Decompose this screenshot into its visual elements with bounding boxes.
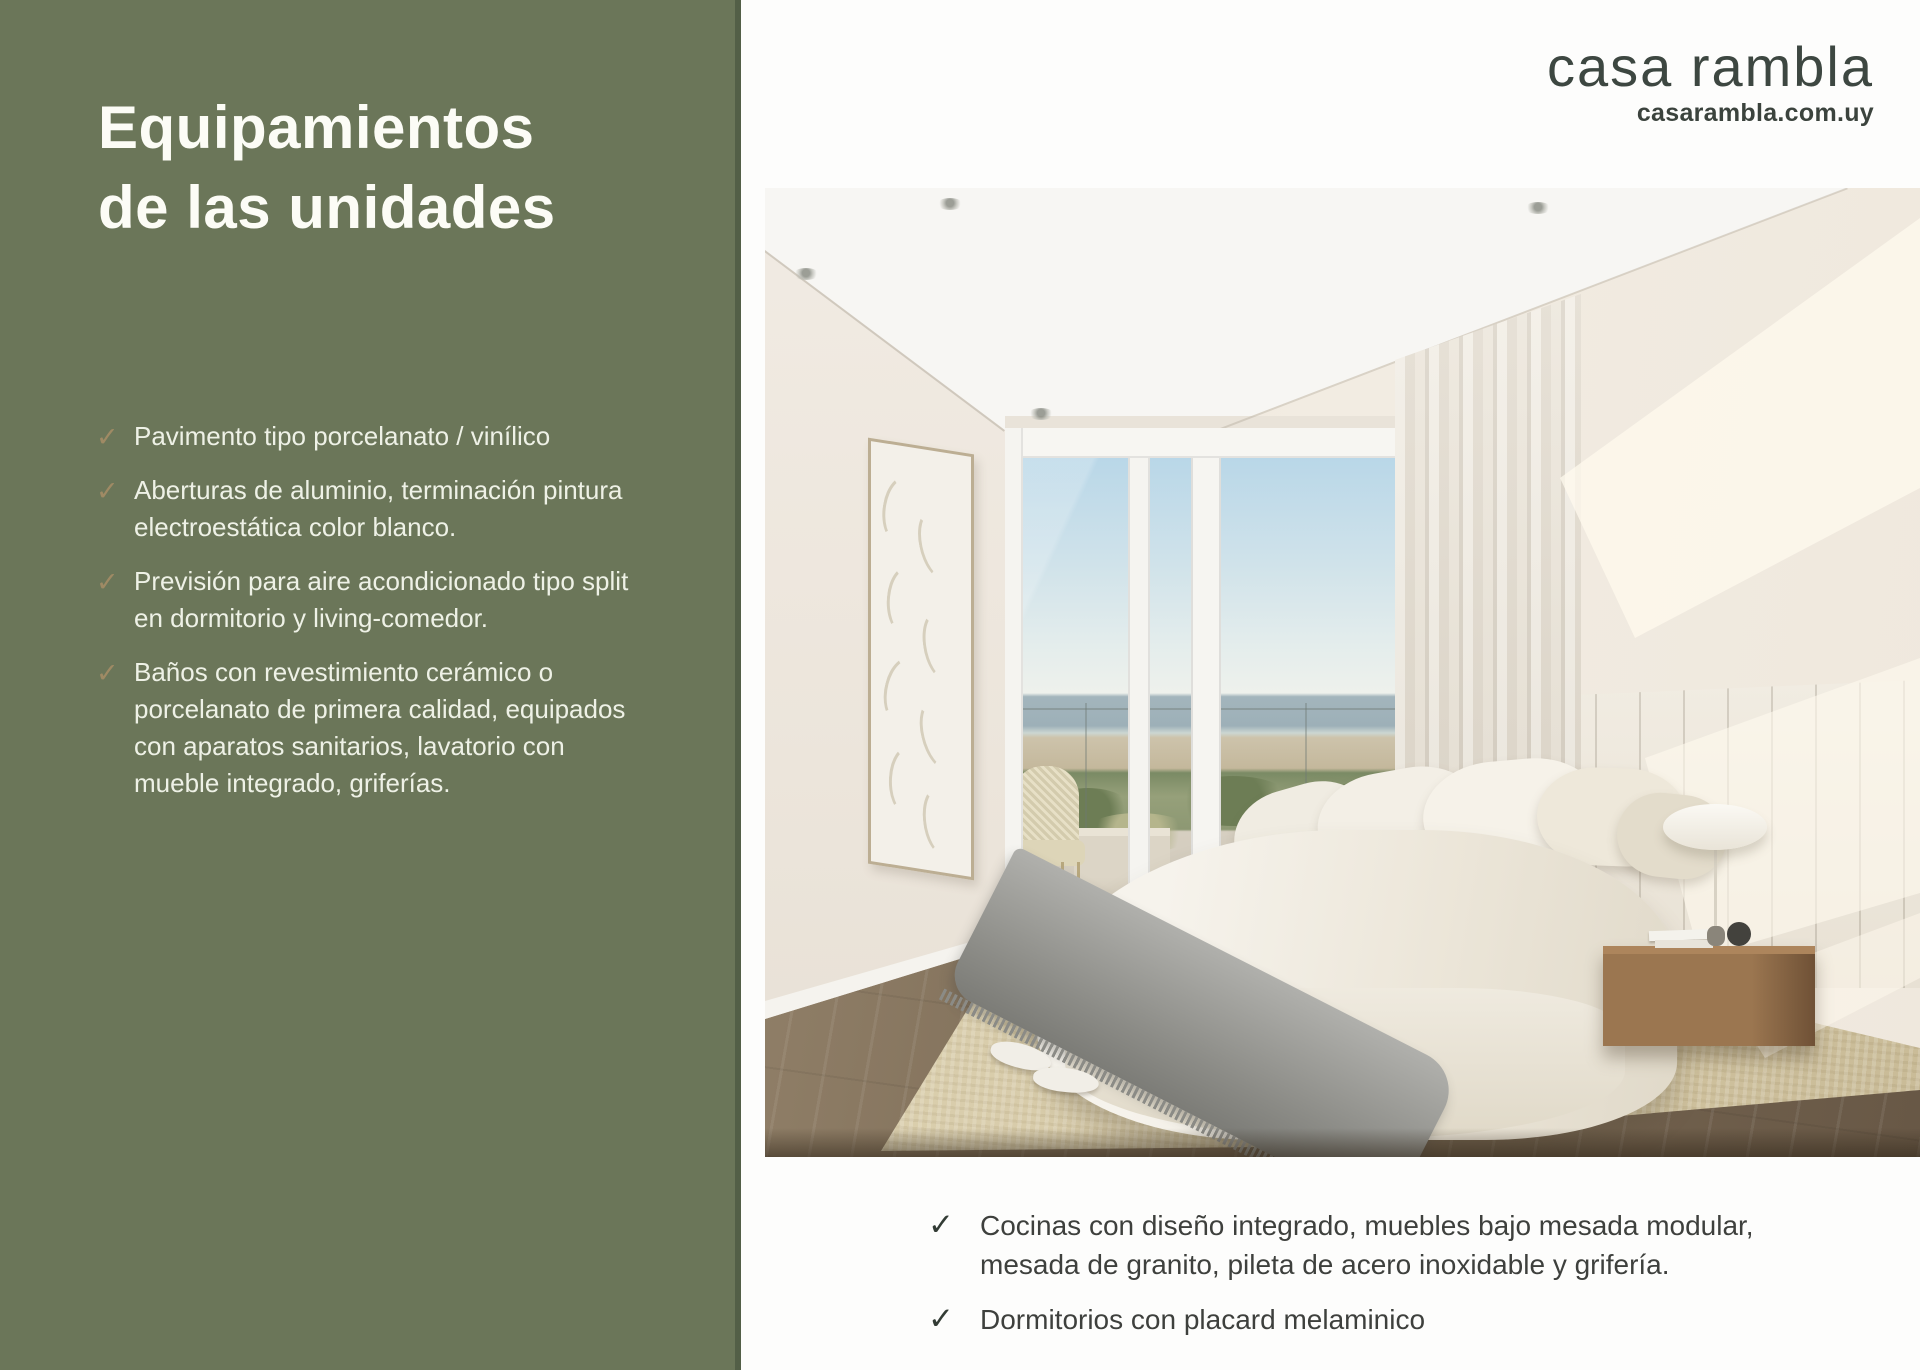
- table-lamp: [1663, 804, 1767, 850]
- equipment-item-text: Baños con revestimiento cerámico o porcelanato de primera calidad, equipados con aparatos sanitarios, lavatorio con mueble integrado, griferías.: [134, 657, 626, 798]
- brand-url: casarambla.com.uy: [1636, 99, 1874, 127]
- page-title: [98, 88, 556, 248]
- feature-list-item: [928, 1206, 1808, 1284]
- check-icon: ✓: [96, 567, 119, 598]
- equipment-list: [96, 418, 636, 819]
- nightstand-jar: [1727, 922, 1751, 946]
- check-icon: ✓: [928, 1207, 954, 1243]
- check-icon: ✓: [928, 1301, 954, 1337]
- features-list: [928, 1206, 1808, 1355]
- window-frame: [1005, 428, 1460, 458]
- nightstand: [1603, 946, 1815, 1046]
- page-title-line1: Equipamientos: [98, 94, 535, 161]
- ceiling-light: [1028, 408, 1054, 420]
- wall-artwork: [868, 438, 974, 881]
- ceiling-light: [1525, 202, 1551, 214]
- nightstand-book: [1655, 940, 1713, 948]
- feature-list-item: [928, 1300, 1808, 1339]
- ceiling-light: [793, 268, 819, 280]
- artwork-stroke: [887, 743, 928, 818]
- ceiling-light: [937, 198, 963, 210]
- feature-item-text: Cocinas con diseño integrado, muebles bajo mesada modular, mesada de granito, pileta de acero inoxidable y grifería.: [980, 1210, 1754, 1280]
- sidebar: [0, 0, 741, 1370]
- equipment-item-text: Previsión para aire acondicionado tipo split en dormitorio y living-comedor.: [134, 566, 629, 633]
- brand-logo: casa rambla: [1546, 35, 1874, 98]
- artwork-stroke: [912, 510, 961, 581]
- window-mullion: [1128, 458, 1150, 928]
- equipment-list-item: [96, 472, 636, 546]
- equipment-list-item: [96, 654, 636, 802]
- artwork-stroke: [884, 562, 927, 638]
- brand-header: [1547, 36, 1874, 128]
- equipment-item-text: Pavimento tipo porcelanato / vinílico: [134, 421, 551, 451]
- nightstand-jar: [1707, 926, 1725, 946]
- check-icon: ✓: [96, 422, 119, 453]
- equipment-item-text: Aberturas de aluminio, terminación pintura electroestática color blanco.: [134, 475, 623, 542]
- artwork-stroke: [920, 787, 963, 858]
- check-icon: ✓: [96, 658, 119, 689]
- equipment-list-item: [96, 563, 636, 637]
- artwork-stroke: [918, 611, 963, 680]
- bedroom-photo: [765, 188, 1920, 1157]
- equipment-list-item: [96, 418, 636, 455]
- check-icon: ✓: [96, 476, 119, 507]
- floor-shadow: [765, 1128, 1920, 1157]
- page-title-line2: de las unidades: [98, 174, 556, 241]
- feature-item-text: Dormitorios con placard melaminico: [980, 1304, 1426, 1335]
